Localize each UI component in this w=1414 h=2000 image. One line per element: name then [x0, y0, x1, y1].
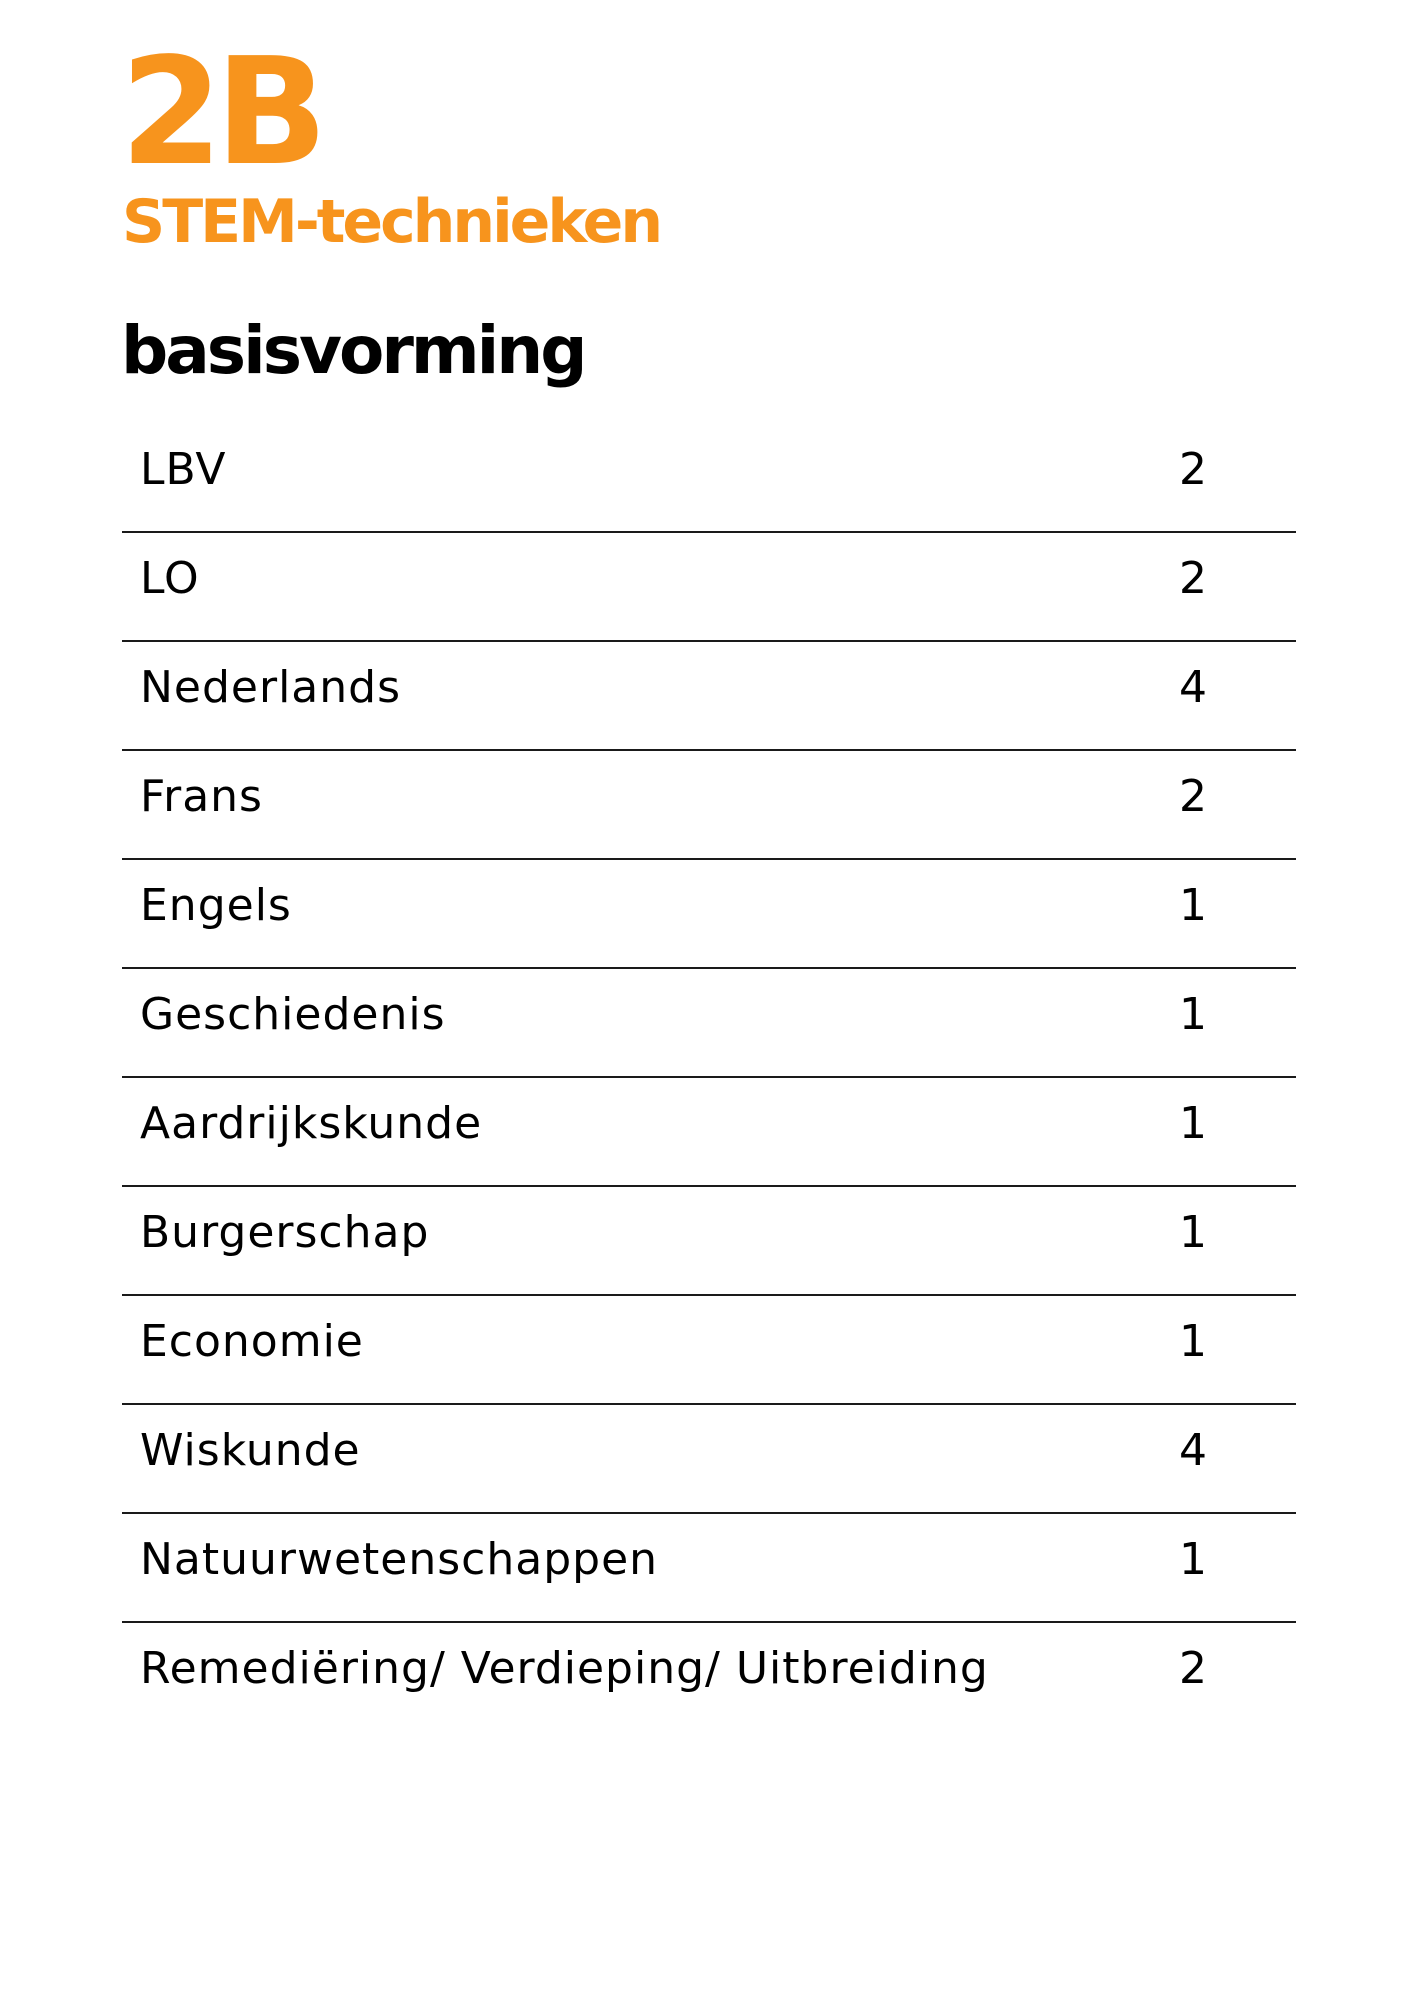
page-title-name: STEM-technieken — [122, 187, 661, 257]
subject-row — [122, 642, 1296, 751]
subject-hours: 2 — [1179, 444, 1207, 495]
subject-hours: 4 — [1179, 1425, 1207, 1476]
subject-hours: 1 — [1179, 1098, 1207, 1149]
subject-name: Natuurwetenschappen — [140, 1534, 659, 1585]
subject-name: Engels — [140, 880, 292, 931]
subject-list — [122, 424, 1296, 1732]
subject-name: Burgerschap — [140, 1207, 430, 1258]
subject-hours: 2 — [1179, 553, 1207, 604]
subject-name: LBV — [140, 444, 227, 495]
subject-row — [122, 1514, 1296, 1623]
subject-hours: 1 — [1179, 1534, 1207, 1585]
subject-row — [122, 1405, 1296, 1514]
subject-name: Remediëring/ Verdieping/ Uitbreiding — [140, 1643, 989, 1694]
subject-name: Nederlands — [140, 662, 402, 713]
subject-name: Aardrijkskunde — [140, 1098, 483, 1149]
subject-name: LO — [140, 553, 200, 604]
subject-hours: 4 — [1179, 662, 1207, 713]
subject-row — [122, 1296, 1296, 1405]
subject-hours: 1 — [1179, 1207, 1207, 1258]
subject-hours: 1 — [1179, 880, 1207, 931]
subject-hours: 2 — [1179, 1643, 1207, 1694]
section-heading: basisvorming — [121, 312, 585, 389]
subject-name: Economie — [140, 1316, 364, 1367]
subject-row — [122, 1187, 1296, 1296]
subject-row — [122, 1623, 1296, 1732]
page-title-code: 2B — [120, 26, 320, 198]
subject-name: Geschiedenis — [140, 989, 446, 1040]
subject-row — [122, 751, 1296, 860]
subject-hours: 1 — [1179, 1316, 1207, 1367]
subject-row — [122, 1078, 1296, 1187]
subject-row — [122, 860, 1296, 969]
subject-name: Frans — [140, 771, 263, 822]
subject-hours: 2 — [1179, 771, 1207, 822]
subject-row — [122, 424, 1296, 533]
subject-name: Wiskunde — [140, 1425, 361, 1476]
subject-row — [122, 533, 1296, 642]
subject-hours: 1 — [1179, 989, 1207, 1040]
subject-row — [122, 969, 1296, 1078]
